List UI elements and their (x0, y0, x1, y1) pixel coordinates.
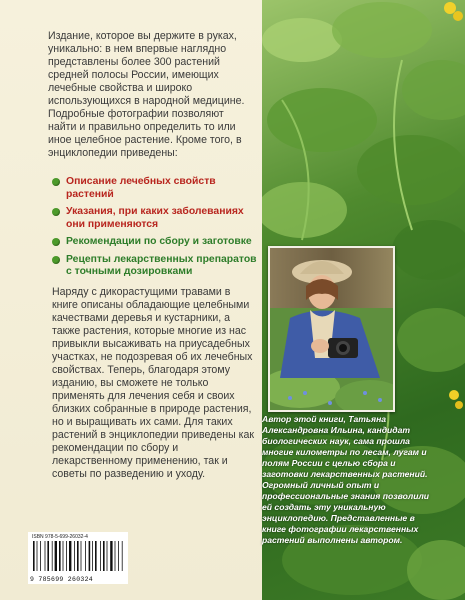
author-caption: Автор этой книги, Татьяна Александровна Ильина, кандидат биологических наук, сама прошла многие километры по лесам, лугам и полям России с целью сбора и заготовки лекарственных растений. Огромный личный опыт и профессиональные знания позволили ей создать эту уникальную энциклопедию. Представленные в книге фотографии лекарственных растений выполнены автором. (262, 414, 430, 545)
bullet-dot-icon (52, 238, 60, 246)
barcode (28, 532, 128, 584)
list-item-text: Рекомендации по сбору и заготовке (66, 236, 252, 247)
bullet-dot-icon (52, 178, 60, 186)
isbn-text: ISBN 978-5-699-26032-4 (32, 534, 88, 540)
list-item-text: Рецепты лекарственных препаратов с точными дозировками (66, 253, 257, 277)
barcode-bars-icon (32, 541, 124, 573)
features-list (52, 176, 257, 284)
list-item (52, 236, 257, 249)
author-portrait (270, 248, 393, 410)
list-item (52, 206, 257, 231)
body-paragraph: Наряду с дикорастущими травами в книге описаны обладающие целебными качествами деревья и кустарники, а также растения, которые многие из нас привыкли высаживать на приусадебных участках, не подозревая об их лечебных свойствах. Теперь, благодаря этому изданию, вы сможете не только применять для лечения себя и своих близких собранные в природе растения, но и выращивать их сами. Для таких растений в энциклопедии приведены как рекомендации по сбору и лекарственному применению, так и советы по разведению и уходу. (52, 286, 255, 480)
list-item (52, 254, 257, 279)
list-item (52, 176, 257, 201)
intro-paragraph: Издание, которое вы держите в руках, уникально: в нем впервые наглядно представлены более 300 растений средней полосы России, имеющих лечебные свойства и широко использующихся в народной медицине. Подробные фотографии позволяют найти и правильно определить то или иное целебное растение. Кроме того, в энциклопедии приведены: (48, 30, 245, 159)
bullet-dot-icon (52, 256, 60, 264)
bullet-dot-icon (52, 208, 60, 216)
author-photo (268, 246, 395, 412)
list-item-text: Описание лечебных свойств растений (66, 176, 216, 200)
barcode-digits: 9 785699 260324 (30, 576, 94, 583)
list-item-text: Указания, при каких заболеваниях они применяются (66, 206, 244, 230)
